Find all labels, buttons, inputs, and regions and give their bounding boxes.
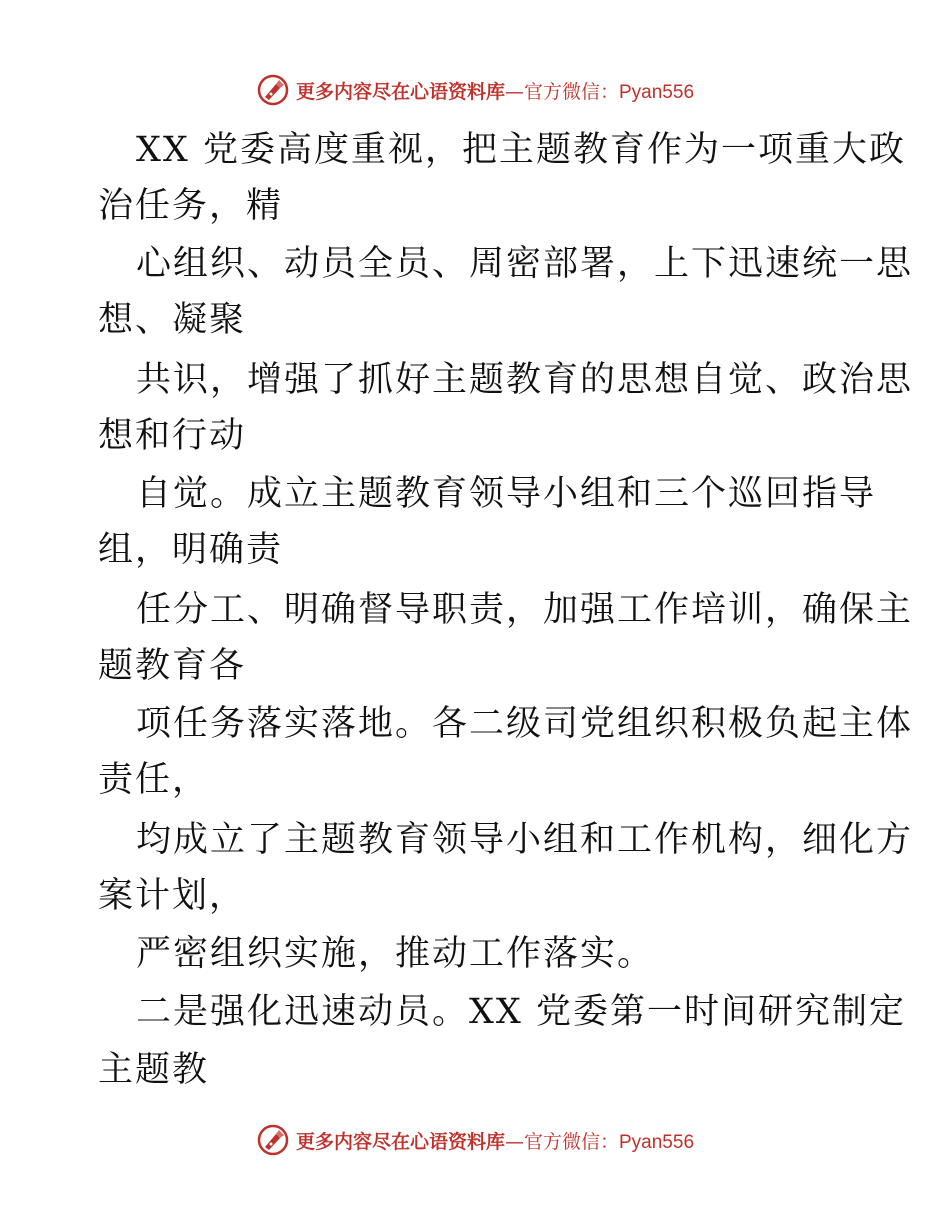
- text-line: 组，明确责: [98, 530, 284, 570]
- banner-text: [296, 77, 694, 104]
- text-line: 案计划，: [98, 876, 247, 916]
- text-line: 任分工、明确督导职责，加强工作培训，确保主: [136, 590, 914, 630]
- text-line: 心组织、动员全员、周密部署，上下迅速统一思: [136, 244, 914, 284]
- text-line: 共识，增强了抓好主题教育的思想自觉、政治思: [136, 360, 914, 400]
- banner-dash: —: [504, 80, 524, 103]
- text-line: 想和行动: [98, 416, 247, 456]
- text-line: 主题教: [98, 1050, 210, 1090]
- banner-wechat-handle: Pyan556: [619, 81, 695, 103]
- text-line: 自觉。成立主题教育领导小组和三个巡回指导: [136, 474, 877, 514]
- header-banner: [0, 70, 950, 110]
- text-line: XX 党委高度重视，把主题教育作为一项重大政: [136, 130, 906, 170]
- text-line: 想、凝聚: [98, 300, 247, 340]
- text-line: 项任务落实落地。各二级司党组织积极负起主体: [136, 704, 914, 744]
- pen-nib-logo-icon: [256, 73, 290, 107]
- banner-site-text: 更多内容尽在心语资料库: [295, 1130, 505, 1153]
- banner-dash: —: [504, 1130, 524, 1153]
- banner-site-text: 更多内容尽在心语资料库: [295, 80, 505, 103]
- banner-text: [296, 1127, 694, 1154]
- footer-banner: [0, 1120, 950, 1160]
- text-line: 均成立了主题教育领导小组和工作机构，细化方: [136, 820, 914, 860]
- text-line: 严密组织实施，推动工作落实。: [136, 934, 655, 974]
- banner-wechat-label: 官方微信：: [523, 1130, 619, 1153]
- text-line: 二是强化迅速动员。XX 党委第一时间研究制定: [136, 992, 906, 1032]
- text-line: 治任务，精: [98, 186, 284, 226]
- text-line: 责任，: [98, 760, 210, 800]
- banner-wechat-handle: Pyan556: [619, 1131, 695, 1153]
- pen-nib-logo-icon: [256, 1123, 290, 1157]
- text-line: 题教育各: [98, 646, 247, 686]
- banner-wechat-label: 官方微信：: [523, 80, 619, 103]
